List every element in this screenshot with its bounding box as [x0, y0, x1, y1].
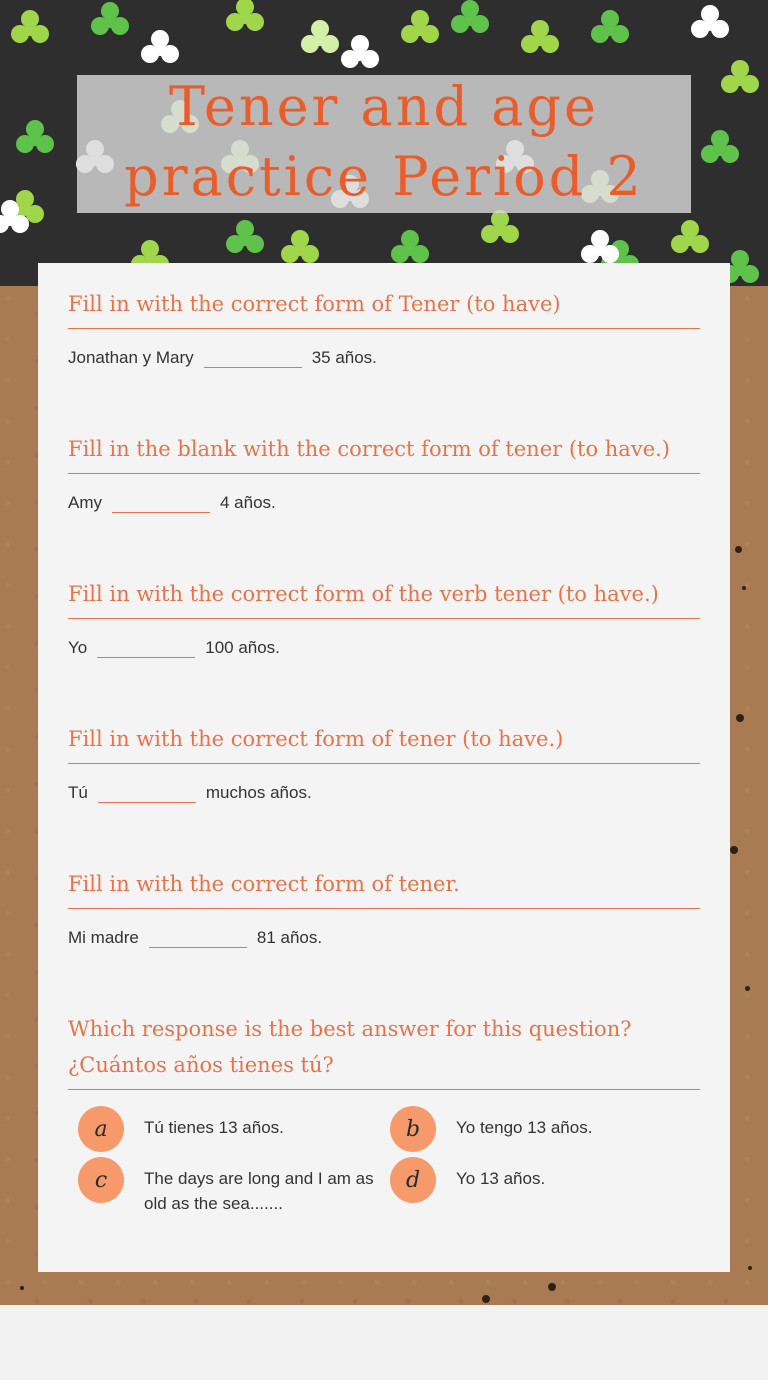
answer-line	[68, 342, 700, 368]
sentence-end: 81 años.	[256, 928, 323, 947]
question-2	[68, 431, 700, 513]
choice-text: Yo 13 años.	[456, 1169, 546, 1188]
question-prompt	[68, 1011, 700, 1090]
question-prompt: Fill in with the correct form of tener.	[68, 866, 700, 909]
choice-letter-badge: b	[390, 1106, 436, 1152]
answer-blank[interactable]	[204, 345, 302, 368]
answer-line	[68, 632, 700, 658]
question-4	[68, 721, 700, 803]
answer-line	[68, 487, 700, 513]
sentence-end: 4 años.	[220, 493, 276, 512]
question-prompt: Fill in with the correct form of Tener (to have)	[68, 286, 700, 329]
choice-d[interactable]	[390, 1157, 690, 1203]
choice-text: The days are long and I am as old as the sea.......	[144, 1169, 374, 1213]
sentence-end: 100 años.	[205, 638, 280, 657]
sentence-end: 35 años.	[311, 348, 377, 367]
question-prompt-line-1: Which response is the best answer for this question?	[68, 1017, 632, 1041]
sentence-start: Jonathan y Mary	[68, 348, 194, 367]
choice-text: Yo tengo 13 años.	[456, 1118, 593, 1137]
choice-letter-badge: d	[390, 1157, 436, 1203]
sentence-start: Tú	[68, 783, 88, 802]
answer-line	[68, 777, 700, 803]
answer-line	[68, 922, 700, 948]
worksheet-card	[38, 263, 730, 1272]
page-title: Tener and age practice Period 2	[124, 75, 644, 208]
question-prompt: Fill in the blank with the correct form of tener (to have.)	[68, 431, 700, 474]
sentence-start: Yo	[68, 638, 88, 657]
question-prompt: Fill in with the correct form of tener (to have.)	[68, 721, 700, 764]
answer-blank[interactable]	[149, 925, 247, 948]
question-1	[68, 286, 700, 368]
choice-letter-badge: c	[78, 1157, 124, 1203]
choice-letter-badge: a	[78, 1106, 124, 1152]
question-prompt: Fill in with the correct form of the verb tener (to have.)	[68, 576, 700, 619]
question-prompt-line-2: ¿Cuántos años tienes tú?	[68, 1053, 334, 1077]
question-5	[68, 866, 700, 948]
answer-blank[interactable]	[112, 490, 210, 513]
answer-blank[interactable]	[97, 635, 195, 658]
answer-choices	[68, 1106, 700, 1216]
sentence-start: Mi madre	[68, 928, 139, 947]
question-3	[68, 576, 700, 658]
choice-a[interactable]	[78, 1106, 378, 1152]
answer-blank[interactable]	[98, 780, 196, 803]
choice-text: Tú tienes 13 años.	[144, 1118, 284, 1137]
choice-b[interactable]	[390, 1106, 690, 1152]
question-6	[68, 1011, 700, 1216]
sentence-end: muchos años.	[205, 783, 312, 802]
choice-c[interactable]	[78, 1157, 378, 1216]
sentence-start: Amy	[68, 493, 102, 512]
